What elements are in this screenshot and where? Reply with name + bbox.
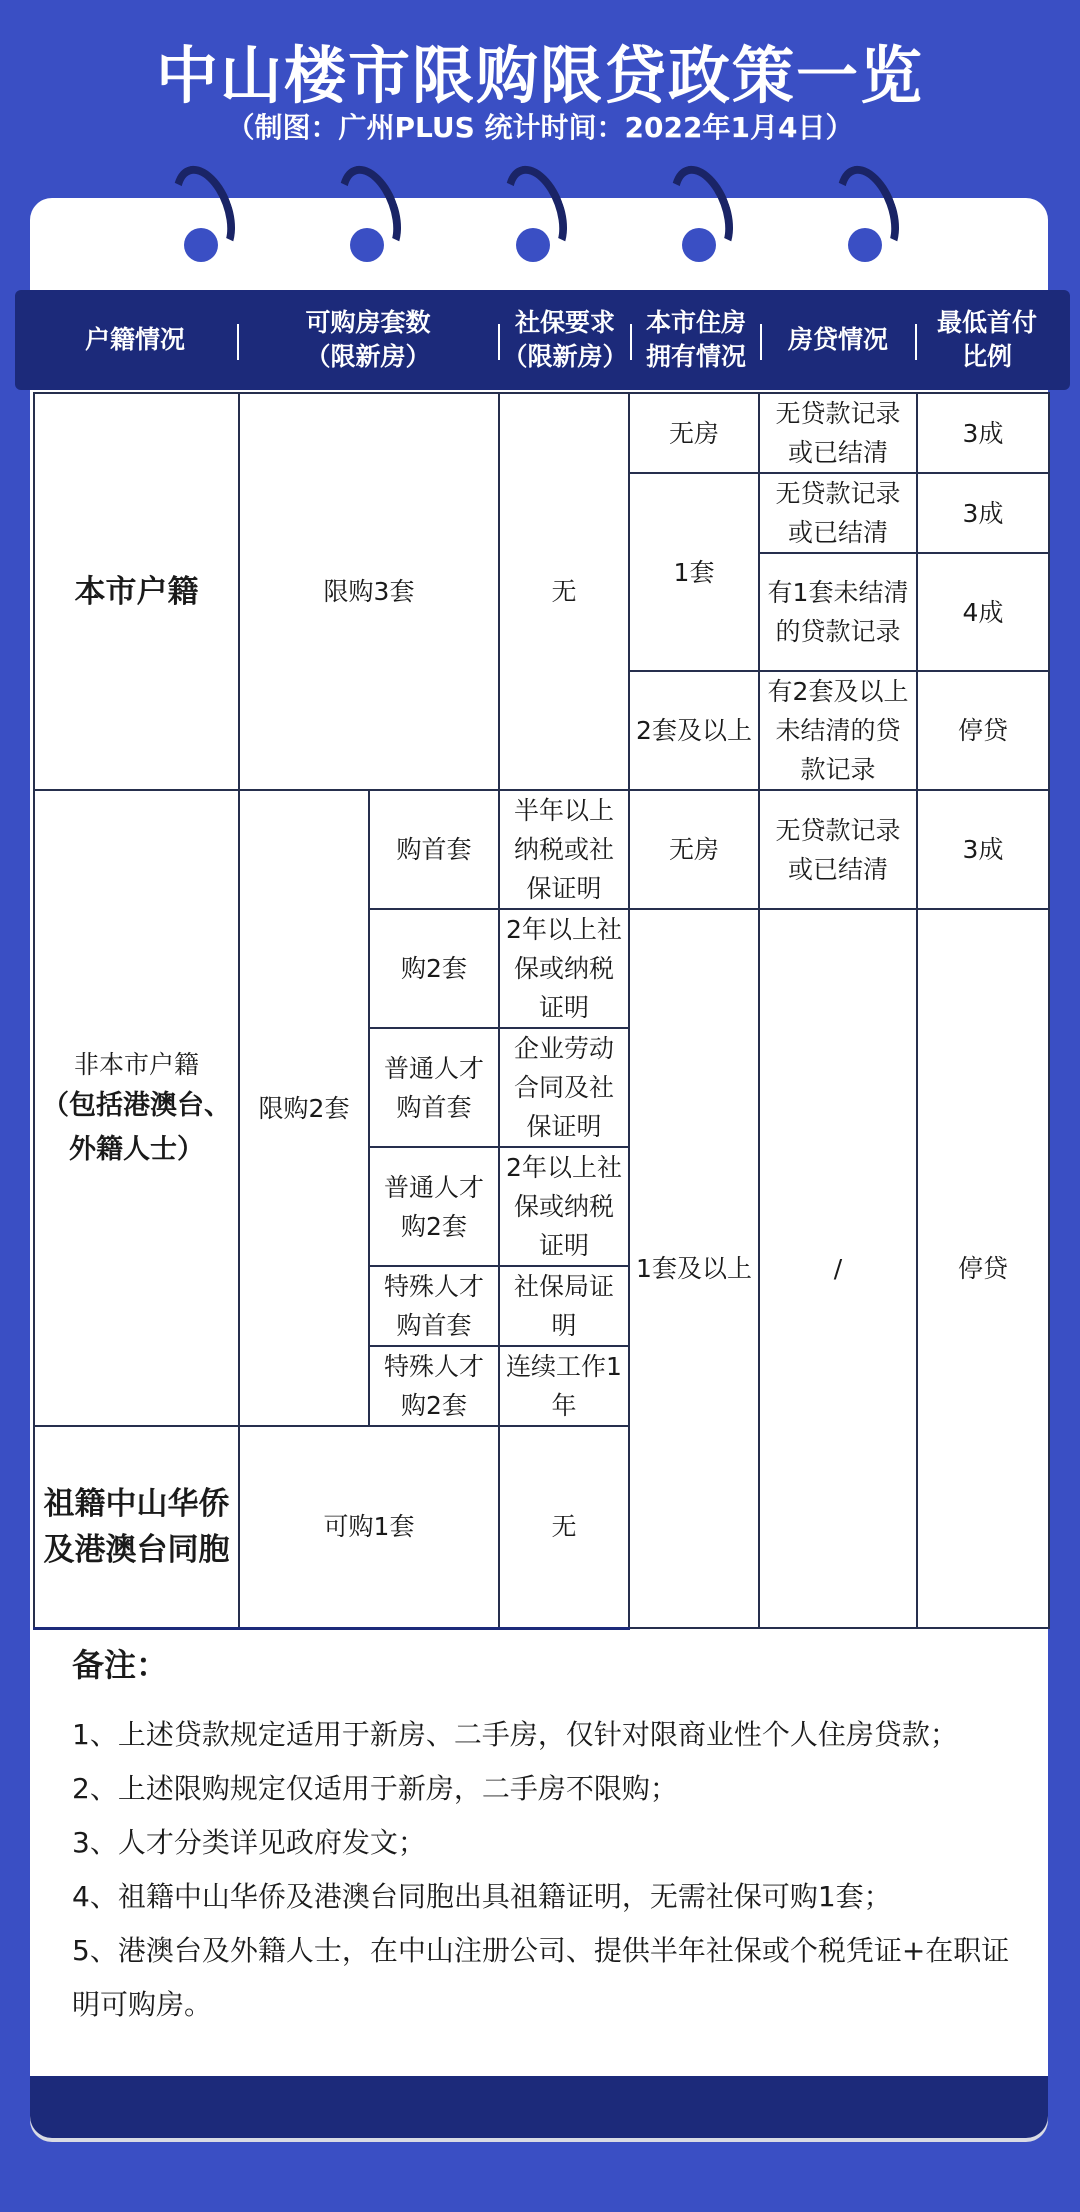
down-payment-cell: 3成 [917, 473, 1049, 553]
owned-cell: 2套及以上 [629, 671, 759, 790]
quota-local: 限购3套 [239, 393, 499, 790]
loan-cell: 有2套及以上未结清的贷款记录 [759, 671, 917, 790]
card-footer-bar [30, 2076, 1048, 2138]
purchase-type-cell: 普通人才购2套 [369, 1147, 499, 1266]
loan-cell: 无贷款记录或已结清 [759, 473, 917, 553]
household-local: 本市户籍 [34, 393, 239, 790]
owned-cell: 1套 [629, 473, 759, 671]
page-subtitle: （制图：广州PLUS 统计时间：2022年1月4日） [226, 111, 854, 144]
purchase-type-cell: 购2套 [369, 909, 499, 1028]
household-nonlocal: 非本市户籍 （包括港澳台、外籍人士） [34, 790, 239, 1426]
owned-cell: 无房 [629, 790, 759, 909]
household-overseas: 祖籍中山华侨及港澳台同胞 [34, 1426, 239, 1628]
household-nonlocal-note: （包括港澳台、外籍人士） [42, 1089, 231, 1165]
notes-title: 备注： [72, 1646, 169, 1684]
purchase-type-cell: 购首套 [369, 790, 499, 909]
loan-cell: 无贷款记录或已结清 [759, 393, 917, 473]
header-loan-status: 房贷情况 [787, 325, 888, 354]
note-item: 4、祖籍中山华侨及港澳台同胞出具祖籍证明，无需社保可购1套； [72, 1880, 892, 1913]
header-social-security: 社保要求 （限新房） [502, 308, 628, 371]
down-payment-cell: 3成 [917, 393, 1049, 473]
down-payment-cell: 3成 [917, 790, 1049, 909]
social-cell: 半年以上纳税或社保证明 [499, 790, 629, 909]
table-row [34, 393, 1049, 473]
binder-ring-icon [176, 164, 226, 260]
owned-cell: 1套及以上 [629, 909, 759, 1628]
social-cell: 企业劳动合同及社保证明 [499, 1028, 629, 1147]
binder-ring-icon [342, 164, 392, 260]
loan-cell: 有1套未结清的贷款记录 [759, 553, 917, 671]
down-payment-cell: 停贷 [917, 909, 1049, 1628]
owned-cell: 无房 [629, 393, 759, 473]
table-header [15, 290, 1070, 390]
header-down-payment: 最低首付 比例 [936, 308, 1037, 371]
binder-ring-icon [508, 164, 558, 260]
page-title: 中山楼市限购限贷政策一览 [155, 39, 924, 112]
note-item: 1、上述贷款规定适用于新房、二手房，仅针对限商业性个人住房贷款； [72, 1718, 958, 1751]
note-item: 2、上述限购规定仅适用于新房，二手房不限购； [72, 1772, 678, 1805]
policy-table [33, 392, 1050, 1630]
purchase-type-cell: 普通人才购首套 [369, 1028, 499, 1147]
social-cell: 社保局证明 [499, 1266, 629, 1346]
header-housing-owned: 本市住房 拥有情况 [645, 308, 746, 371]
header-household: 户籍情况 [84, 325, 185, 354]
binder-ring-icon [674, 164, 724, 260]
note-item: 5、港澳台及外籍人士，在中山注册公司、提供半年社保或个税凭证+在职证明可购房。 [72, 1934, 1010, 2021]
table-row [34, 790, 1049, 909]
down-payment-cell: 4成 [917, 553, 1049, 671]
note-item: 3、人才分类详见政府发文； [72, 1826, 426, 1859]
quota-overseas: 可购1套 [239, 1426, 499, 1628]
down-payment-cell: 停贷 [917, 671, 1049, 790]
social-cell: 连续工作1年 [499, 1346, 629, 1426]
purchase-type-cell: 特殊人才购首套 [369, 1266, 499, 1346]
social-local: 无 [499, 393, 629, 790]
loan-cell: / [759, 909, 917, 1628]
quota-nonlocal: 限购2套 [239, 790, 369, 1426]
header-quota: 可购房套数 （限新房） [305, 308, 431, 371]
binder-ring-icon [840, 164, 890, 260]
social-cell: 2年以上社保或纳税证明 [499, 909, 629, 1028]
social-cell: 2年以上社保或纳税证明 [499, 1147, 629, 1266]
loan-cell: 无贷款记录或已结清 [759, 790, 917, 909]
notes-section [72, 1640, 1022, 2032]
purchase-type-cell: 特殊人才购2套 [369, 1346, 499, 1426]
social-overseas: 无 [499, 1426, 629, 1628]
